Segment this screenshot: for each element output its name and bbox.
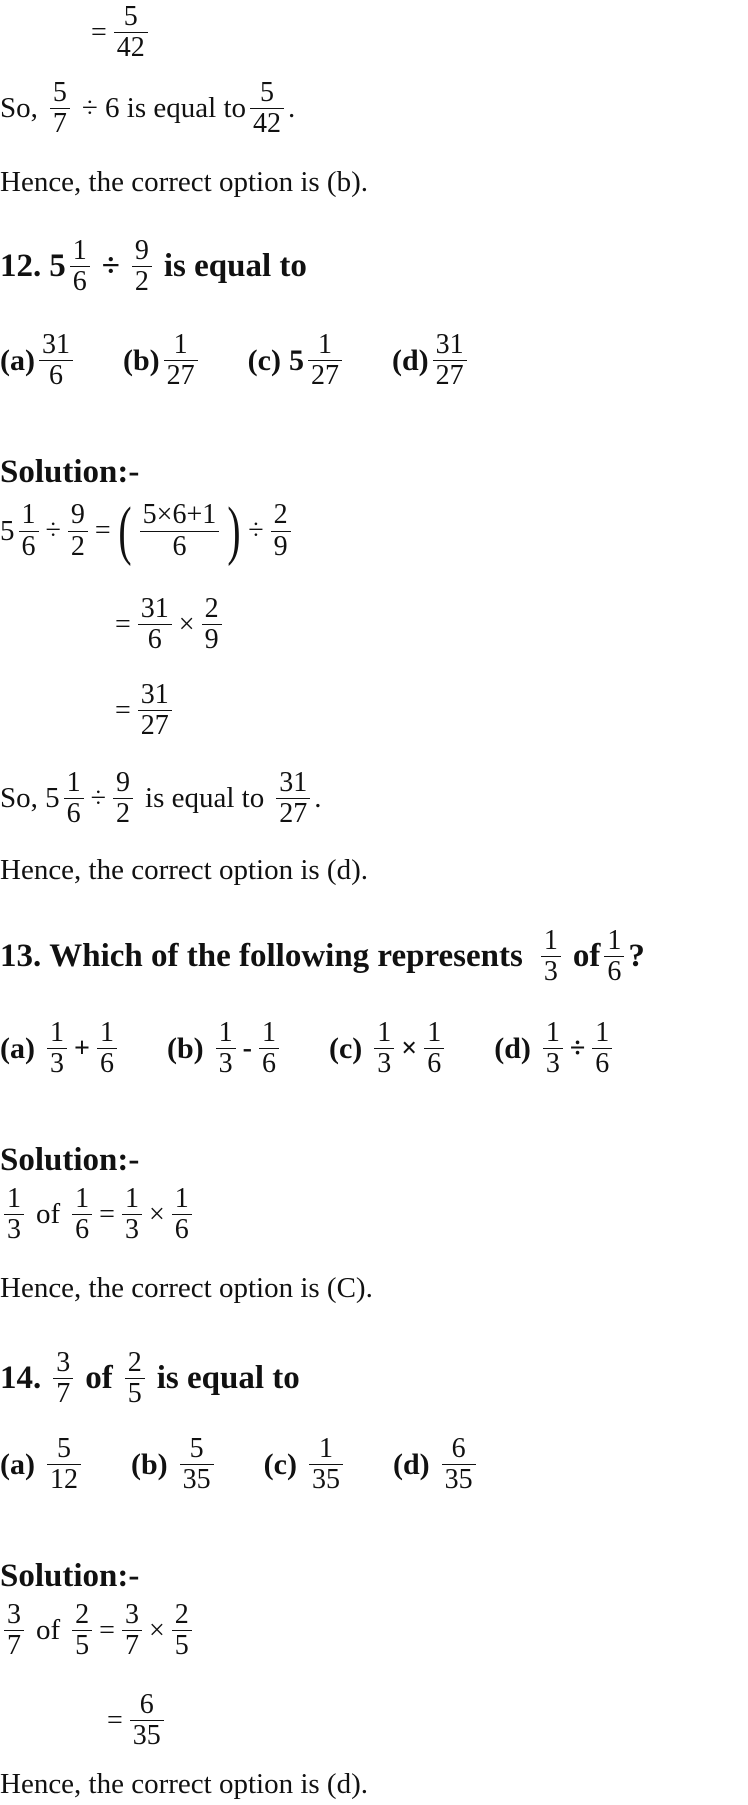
q13-question: 13. Which of the following represents $\frac{1}{3}$ of $\frac{1}{6}$ ? — [0, 925, 645, 988]
fraction: $\frac{31}{27}$ — [276, 768, 310, 829]
fraction: $\frac{1}{6}$ — [604, 926, 624, 987]
q13-step1: $\frac{1}{3}$ of $\frac{1}{6}$ = $\frac{1}{3}$ × $\frac{1}{6}$ — [0, 1184, 196, 1245]
fraction: $\frac{9}{2}$ — [68, 500, 88, 561]
fraction: $\frac{1}{6}$ — [424, 1018, 444, 1079]
fraction: $\frac{3}{7}$ — [4, 1600, 24, 1661]
q13-options: (a) $\frac{1}{3}$ + $\frac{1}{6}$ (b) $\frac{1}{3}$ - $\frac{1}{6}$ (c) $\frac{1}{3}$ × $\frac{1}{6}$ (d) $\frac{1}{3}$ ÷ $\frac{1}{6}$ — [0, 1018, 616, 1079]
fraction: $\frac{1}{6}$ — [259, 1018, 279, 1079]
fraction: $\frac{1}{3}$ — [47, 1018, 67, 1079]
fraction: $\frac{3}{7}$ — [122, 1600, 142, 1661]
fraction: $\frac{31}{6}$ — [138, 594, 172, 655]
q13-solution-label: Solution:- — [0, 1142, 140, 1178]
fraction: $\frac{5}{7}$ — [50, 78, 70, 139]
option-c-fraction: $\frac{1}{35}$ — [309, 1434, 343, 1495]
q14-step2: = $\frac{6}{35}$ — [104, 1690, 168, 1751]
fraction: $\frac{2}{5}$ — [125, 1348, 145, 1409]
fraction: $\frac{1}{6}$ — [72, 1184, 92, 1245]
option-d-fraction: $\frac{6}{35}$ — [442, 1434, 476, 1495]
fraction: $\frac{1}{6}$ — [70, 236, 90, 297]
fraction: $\frac{1}{3}$ — [122, 1184, 142, 1245]
q14-solution-label: Solution:- — [0, 1558, 140, 1594]
fraction: $\frac{1}{6}$ — [19, 500, 39, 561]
fraction: $\frac{1}{6}$ — [64, 768, 84, 829]
q12-step1: 5 $\frac{1}{6}$ ÷ $\frac{9}{2}$ = ( $\frac{5\times 6+1}{6}$ ) ÷ $\frac{2}{9}$ — [0, 498, 295, 564]
option-a-fraction: $\frac{5}{12}$ — [47, 1434, 81, 1495]
q11-result-line: = $\frac{5}{42}$ — [88, 2, 152, 63]
q11-hence: Hence, the correct option is (b). — [0, 166, 368, 198]
fraction: $\frac{2}{9}$ — [271, 500, 291, 561]
fraction: $\frac{6}{35}$ — [130, 1690, 164, 1751]
fraction: $\frac{1}{3}$ — [374, 1018, 394, 1079]
fraction: $\frac{31}{27}$ — [138, 680, 172, 741]
option-c-fraction: $\frac{1}{27}$ — [308, 330, 342, 391]
q12-hence: Hence, the correct option is (d). — [0, 854, 368, 886]
fraction: $\frac{5}{42}$ — [114, 2, 148, 63]
q11-so-line: So, $\frac{5}{7}$ ÷ 6 is equal to $\frac{5}{42}$ . — [0, 77, 296, 140]
option-b-fraction: $\frac{1}{27}$ — [164, 330, 198, 391]
fraction: $\frac{1}{6}$ — [97, 1018, 117, 1079]
fraction: $\frac{9}{2}$ — [132, 236, 152, 297]
q12-question: 12. 5 $\frac{1}{6}$ ÷ $\frac{9}{2}$ is equal to — [0, 235, 307, 298]
q14-step1: $\frac{3}{7}$ of $\frac{2}{5}$ = $\frac{3}{7}$ × $\frac{2}{5}$ — [0, 1600, 196, 1661]
fraction: $\frac{9}{2}$ — [113, 768, 133, 829]
q12-options: (a) $\frac{31}{6}$ (b) $\frac{1}{27}$ (c) 5 $\frac{1}{27}$ (d) $\frac{31}{27}$ — [0, 330, 471, 391]
fraction: $\frac{1}{3}$ — [543, 1018, 563, 1079]
fraction: $\frac{2}{5}$ — [72, 1600, 92, 1661]
fraction: $\frac{2}{9}$ — [202, 594, 222, 655]
option-a-fraction: $\frac{31}{6}$ — [39, 330, 73, 391]
q12-step2: = $\frac{31}{6}$ × $\frac{2}{9}$ — [112, 594, 226, 655]
q14-question: 14. $\frac{3}{7}$ of $\frac{2}{5}$ is equal to — [0, 1347, 300, 1410]
fraction: $\frac{1}{3}$ — [4, 1184, 24, 1245]
fraction: $\frac{5\times 6+1}{6}$ — [140, 500, 220, 561]
fraction: $\frac{1}{6}$ — [592, 1018, 612, 1079]
fraction: $\frac{1}{3}$ — [216, 1018, 236, 1079]
fraction: $\frac{3}{7}$ — [53, 1348, 73, 1409]
fraction: $\frac{5}{42}$ — [250, 78, 284, 139]
fraction: $\frac{1}{6}$ — [172, 1184, 192, 1245]
option-b-fraction: $\frac{5}{35}$ — [180, 1434, 214, 1495]
q12-so-line: So, 5 $\frac{1}{6}$ ÷ $\frac{9}{2}$ is equal to $\frac{31}{27}$ . — [0, 767, 322, 830]
fraction: $\frac{1}{3}$ — [541, 926, 561, 987]
q12-step3: = $\frac{31}{27}$ — [112, 680, 176, 741]
fraction: $\frac{2}{5}$ — [172, 1600, 192, 1661]
q14-hence: Hence, the correct option is (d). — [0, 1768, 368, 1800]
q13-hence: Hence, the correct option is (C). — [0, 1272, 373, 1304]
q14-options: (a) $\frac{5}{12}$ (b) $\frac{5}{35}$ (c) $\frac{1}{35}$ (d) $\frac{6}{35}$ — [0, 1434, 480, 1495]
q12-solution-label: Solution:- — [0, 454, 140, 490]
option-d-fraction: $\frac{31}{27}$ — [433, 330, 467, 391]
